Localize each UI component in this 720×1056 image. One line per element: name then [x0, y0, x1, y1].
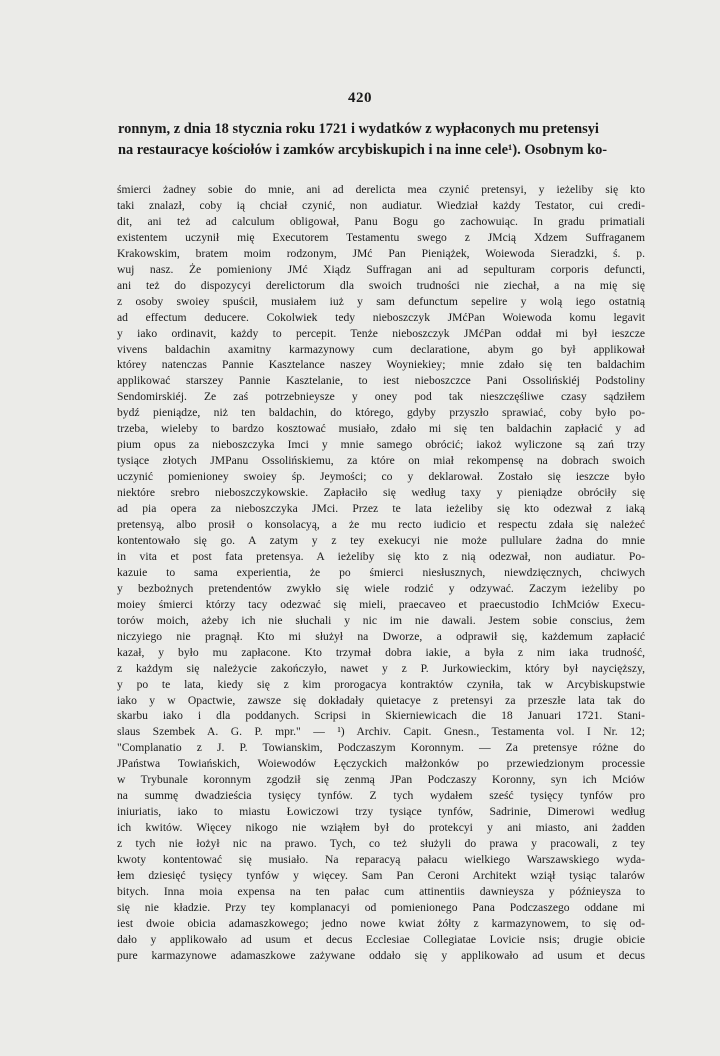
- footnote-line: JPaństwa Towiańskich, Woiewodów Łęczyckich małżonków po przewiedzionym processie: [117, 757, 645, 771]
- footnote-line: iako y w Opactwie, zawsze się dokładały quietacye z pretensyi za przeszłe lata tak do: [117, 693, 645, 707]
- footnote-line: ich kwitów. Więcey nikogo nie wziąłem był do protekcyi y ani miasto, ani żadden: [117, 821, 645, 835]
- footnote-line: ad effectum deducere. Cokolwiek tedy nieboszczyk JMćPan Woiewoda komu legavit: [117, 310, 645, 324]
- footnote-line: iniuriatis, iako to miastu Łowiczowi trzy tysiące tynfów, Sadrinie, Dimerowi według: [117, 805, 645, 819]
- footnote-line: ad pia opera za nieboszczyka JMci. Przez te lata ieżeliby się kto odezwał z iaką: [117, 502, 645, 516]
- footnote-line: tysiące złotych JMPanu Ossolińskiemu, za które on miał rekompensę na dobrach swoich: [117, 454, 645, 468]
- footnote-line: "Complanatio z J. P. Towianskim, Podczaszym Koronnym. — Za pretensye różne do: [117, 741, 645, 755]
- footnote-line: łem dziesięć tysięcy tynfów y więcey. Sam Pan Ceroni Architekt wziął tysiąc talarów: [117, 868, 645, 882]
- intro-line: ronnym, z dnia 18 stycznia roku 1721 i wydatków z wypłaconych mu pretensyi: [118, 121, 599, 137]
- footnote-line: się nie kładzie. Przy tey komplanacyi od pomienionego Pana Podczaszego oddane mi: [117, 900, 645, 914]
- footnote-line: śmierci żadney sobie do mnie, ani ad derelicta mea czynić pretensyi, y ieżeliby się kto: [117, 183, 645, 196]
- intro-line: na restauracye kościołów i zamków arcybiskupich i na inne cele¹). Osobnym ko-: [118, 142, 608, 158]
- footnote-line: na summę dwadzieścia tysięcy tynfów. Z tych wydałem sześć tysięcy tynfów pro: [117, 789, 645, 803]
- footnote-line: slaus Szembek A. G. P. mpr." — ¹) Archiv. Capit. Gnesn., Testamenta vol. I Nr. 12;: [117, 725, 645, 739]
- footnote-line: pure karmazynowe adamaszkowe zażywane oddało się y applikowało ad usum et decus: [117, 948, 645, 962]
- footnote-line: bitych. Inna moia expensa na ten pałac cum attinentiis dawnieysza y późnieysza to: [117, 884, 645, 898]
- footnote-line: y bezbożnych pretendentów zwykło się wiele rodzić y odzywać. Zaczym ieżeliby po: [117, 581, 645, 595]
- footnote-line: z osoby swoiey spuścił, musiałem iuż y sam defunctum sepelire y wolą iego ostatnią: [117, 294, 645, 308]
- footnote-line: iest dwoie obicia adamaszkowego; jedno nowe kwiat żółty z karmazynowem, to się od-: [117, 916, 645, 930]
- footnote-line: bydź pieniądze, niż ten baldachin, do którego, gdyby przyszło sprawiać, coby było po-: [117, 406, 645, 420]
- footnote-line: pretensyą, albo prosił o konsolacyą, a że mu recto iudicio et respectu zdała się należeć: [117, 518, 645, 532]
- footnote-line: trzeba, wieleby to bardzo kosztować musiało, zdało mi się ten baldachin zapłacić y ad: [117, 422, 645, 436]
- footnote-line: niektóre srebro nieboszczykowskie. Zapłaciło się według taxy y pieniądze obróciły się: [117, 486, 645, 500]
- footnote-line: vivens baldachin axamitny karmazynowy cum declaratione, abym go był applikował: [117, 342, 645, 356]
- footnote-text: [117, 182, 645, 964]
- footnote-line: taki znalazł, coby ią chciał czynić, non audiatur. Wiedział każdy Testator, cui credi-: [117, 198, 645, 212]
- footnote-line: niczyiego nie pragnął. Kto mi służył na Dworze, a odprawił się, każdemum zapłacić: [117, 629, 645, 643]
- footnote-line: z każdym się należycie zakończyło, nawet y z P. Jurkowieckim, który był naycięższy,: [117, 661, 645, 675]
- footnote-line: uczynić pomienioney swoiey śp. Jeymości; co y deklarował. Zostało się ieszcze było: [117, 470, 645, 484]
- footnote-line: kwoty kontentować się musiało. Na reparacyą pałacu wielkiego Warszawskiego wyda-: [117, 853, 645, 867]
- intro-paragraph: [118, 119, 646, 161]
- footnote-line: kazuie to sama experientia, że po śmierci niesłusznych, niewdzięcznych, chciwych: [117, 565, 645, 579]
- footnote-line: wuj nasz. Że pomieniony JMć Xiądz Suffragan ani ad sepulturam corporis defuncti,: [117, 262, 645, 276]
- page-number: 420: [348, 90, 372, 106]
- footnote-line: dało y applikowało ad usum et decus Ecclesiae Collegiatae Lovicie nsis; drugie obicie: [117, 932, 645, 946]
- footnote-line: y iako ordinavit, każdy to percepit. Tenże nieboszczyk JMćPan oddał mi był ieszcze: [117, 326, 645, 340]
- footnote-line: Krakowskim, bratem moim rodzonym, JMć Pan Pieniążek, Woiewoda Sieradzki, ś. p.: [117, 246, 645, 260]
- footnote-line: kontentowało się go. A zatym y z tey exekucyi nie może pullulare żadna do mnie: [117, 533, 645, 547]
- footnote-line: dit, ani też ad calculum obligował, Panu Bogu go zachowuiąc. In gradu primatiali: [117, 214, 645, 228]
- footnote-line: y po te lata, kiedy się z kim prorogacya kontraktów czyniła, tak w Arcybiskupstwie: [117, 677, 645, 691]
- footnote-line: pium opus za nieboszczyka Imci y mnie samego obrócić; iakoż wyliczone są zań trzy: [117, 438, 645, 452]
- footnote-line: existentem uczynił mię Executorem Testamentu swego z JMcią Xdzem Suffraganem: [117, 230, 645, 244]
- footnote-line: w Trybunale koronnym zgodził się zenmą JPan Podczaszy Koronny, syn ich Mciów: [117, 773, 645, 787]
- footnote-line: którey natenczas Pannie Kasztelance naszey Woyniekiey; mnie zdało się ten baldachim: [117, 358, 645, 372]
- footnote-line: applikować starszey Pannie Kasztelanie, to iest nieboszczce Pani Ossolińskiéj Podstoliny: [117, 374, 645, 388]
- footnote-line: skarbu iako i dla poddanych. Scripsi in Skierniewicach die 18 Januari 1721. Stani-: [117, 709, 645, 723]
- footnote-line: z tych nie łożył nic na prawo. Tych, co też służyli do prawa y pracowali, z tey: [117, 837, 645, 851]
- footnote-line: moiey śmierci którzy tacy odezwać się mieli, praecaveo et praecustodio IchMciów Execu-: [117, 597, 645, 611]
- footnote-line: kazał, y było mu zapłacone. Kto trzymał dobra iakie, a była z nim iaka trudność,: [117, 645, 645, 659]
- footnote-line: ani też do dispozycyi derelictorum dla swoich trudności nie ziechał, a na mię się: [117, 278, 645, 292]
- footnote-line: torów moich, ażeby ich nie słuchali y nic im nie dawali. Jestem sobie conscius, żem: [117, 613, 645, 627]
- footnote-line: Sendomirskiéj. Ze zaś potrzebnieysze y oney pod tak nieszczęśliwe czasy sądziłem: [117, 390, 645, 404]
- footnote-line: in vita et post fata pretensya. A ieżeliby się kto z nią odezwał, non audiatur. Po-: [117, 549, 645, 563]
